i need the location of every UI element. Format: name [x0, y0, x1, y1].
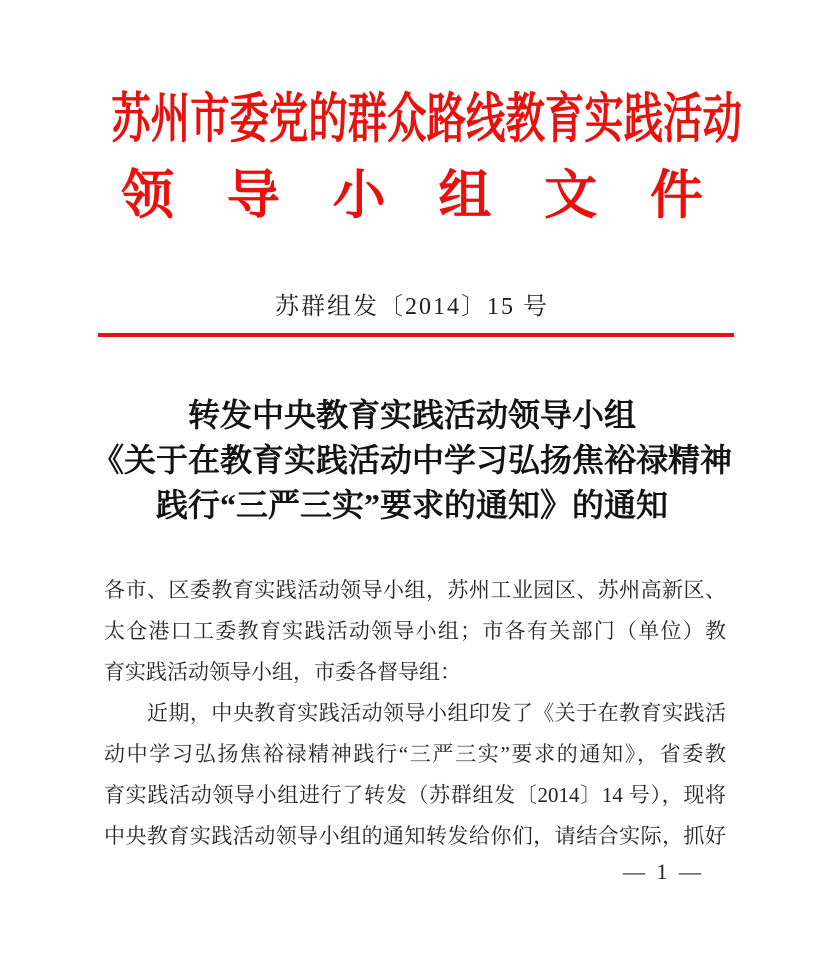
document-title-line3: 践行“三严三实”要求的通知》的通知	[155, 487, 668, 524]
letterhead-line2: 领 导 小 组 文 件	[121, 166, 703, 225]
document-title	[0, 393, 824, 528]
page-number: — 1 —	[623, 859, 704, 885]
body-line: 太仓港口工委教育实践活动领导小组；市各有关部门（单位）教	[104, 619, 726, 644]
body-line: 中央教育实践活动领导小组的通知转发给你们，请结合实际，抓好	[104, 824, 726, 849]
letterhead-line1: 苏州市委党的群众路线教育实践活动	[111, 89, 742, 149]
body-line: 动中学习弘扬焦裕禄精神践行“三严三实”要求的通知》，省委教	[104, 742, 726, 767]
body-line: 育实践活动领导小组，市委各督导组：	[104, 660, 461, 685]
body-line: 育实践活动领导小组进行了转发（苏群组发〔2014〕14 号），现将	[104, 783, 726, 808]
document-number: 苏群组发〔2014〕15 号	[275, 294, 549, 321]
body-line: 近期，中央教育实践活动领导小组印发了《关于在教育实践活	[147, 701, 726, 726]
body-line: 各市、区委教育实践活动领导小组，苏州工业园区、苏州高新区、	[104, 578, 726, 603]
document-body	[104, 570, 726, 857]
document-title-line1: 转发中央教育实践活动领导小组	[187, 397, 636, 434]
red-separator-line	[98, 333, 734, 337]
letterhead	[0, 0, 824, 226]
document-title-line2: 《关于在教育实践活动中学习弘扬焦裕禄精神	[91, 442, 732, 479]
